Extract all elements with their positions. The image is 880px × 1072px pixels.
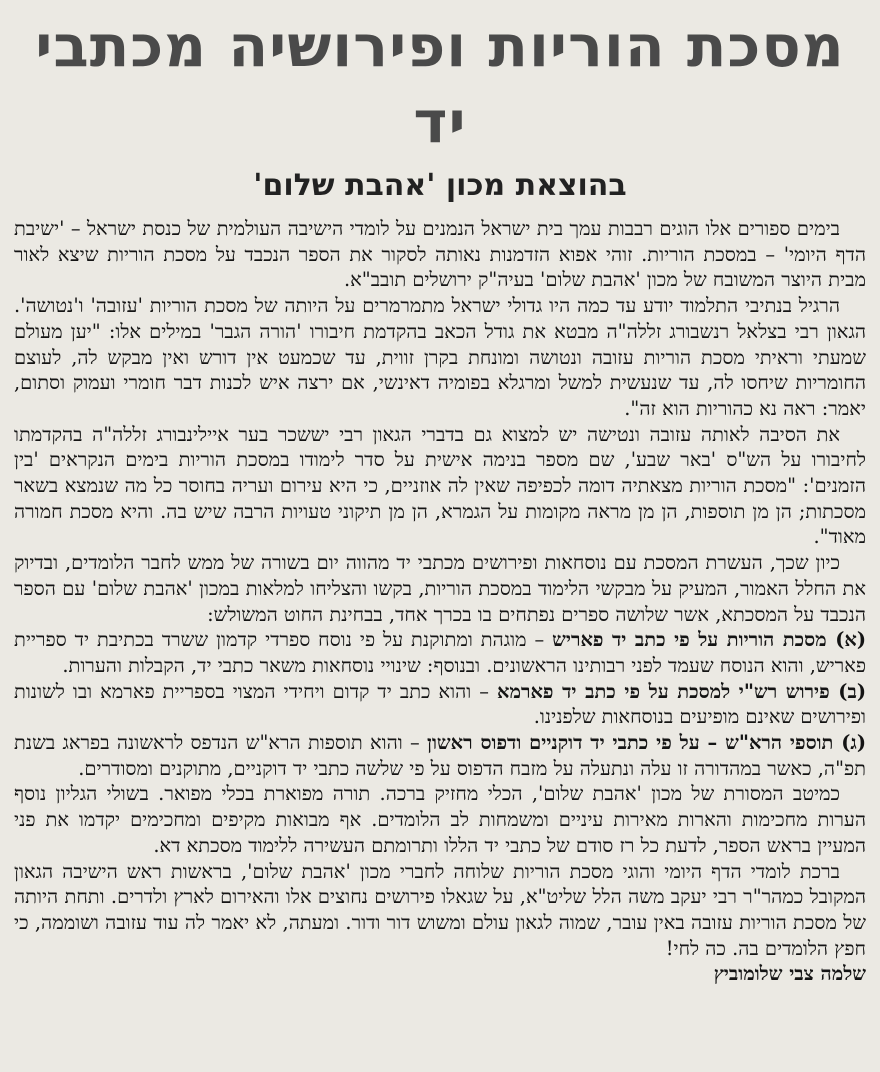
list-item-heading: (א) מסכת הוריות על פי כתב יד פאריש bbox=[552, 628, 866, 652]
list-item-heading: (ג) תוספי הרא"ש – על פי כתבי יד דוקניים ודפוס ראשון bbox=[427, 731, 866, 755]
article-body bbox=[14, 216, 866, 961]
paragraph: הרגיל בנתיבי התלמוד יודע עד כמה היו גדולי ישראל מתמרמרים על היותה של מסכת הוריות 'עזובה' ו'נטושה'. הגאון רבי בצלאל רנשבורג זללה"ה מבטא את גודל הכאב בהקדמת חיבורו 'הורה הגבר' במילים אלו: "יען מעולם שמעתי וראיתי מסכת הוריות עזובה ונטושה ומונחת בקרן זווית, עד שכמעט אין דורש ואין מבקש לה, לעוצם החומריות שיחסו לה, עד שנעשית למשל ומרגלא בפומיה דאינשי, אם ירצה איש לכנות דבר חומרי ועמוק וסתום, יאמר: ראה נא כהוריות הוא זה". bbox=[14, 294, 866, 420]
list-item bbox=[14, 627, 866, 678]
paragraph: בימים ספורים אלו הוגים רבבות עמך בית ישראל הנמנים על לומדי הישיבה העולמית של כנסת ישראל – 'ישיבת הדף היומי' – במסכת הוריות. זוהי אפוא הזדמנות נאותה לסקור את הספר הנכבד על מסכת הוריות שיצא לאור מבית היוצר המשובח של מכון 'אהבת שלום' בעיה"ק ירושלים תובב"א. bbox=[14, 217, 866, 292]
list-item bbox=[14, 730, 866, 781]
paragraph: כמיטב המסורת של מכון 'אהבת שלום', הכלי מחזיק ברכה. תורה מפוארת בכלי מפואר. בשולי הגליון נוסף הערות מחכימות והארות מאירות עיניים ומשמחות לב הלומדים. אף מבואות מקיפים ומחכימים יקדמו את פני המעיין בראש הספר, לדעת כל רז סודם של כתבי יד הללו ותרומתם העשירה ללימוד מסכתא דא. bbox=[14, 782, 866, 857]
paragraph: את הסיבה לאותה עזובה ונטישה יש למצוא גם בדברי הגאון רבי יששכר בער איילינבורג זללה"ה בהקדמתו לחיבורו על הש"ס 'באר שבע', שם מספר בנימה אישית על סדר לימודו במסכת הוריות בימים הנקראים 'בין הזמנים': "מסכת הוריות מצאתיה דומה לכפיפה שאין לה אוזניים, כי היא עירום ועריה בחוסר כל מה שנמצא בשאר מסכתות; הן מן תוספות, הן מן מראה מקומות על הגמרא, הן מן תיקוני טעויות הרבה שיש בה. והיא מסכת חמורה מאוד". bbox=[14, 422, 866, 549]
paragraph: ברכת לומדי הדף היומי והוגי מסכת הוריות שלוחה לחברי מכון 'אהבת שלום', בראשות ראש הישיבה הגאון המקובל כמהר"ר רבי יעקב משה הלל שליט"א, על שגאלו פירושים נחוצים אלו והאירום לארץ ולדרים. ותחת היותה של מסכת הוריות עזובה באין עובר, שמוה לגאון עולם ומשוש דור ודור. ומעתה, לא יאמר לה עוד עזובה ושוממה, כי חפץ הלומדים בה. כה לחי! bbox=[14, 859, 866, 960]
article-title: מסכת הוריות ופירושיה מכתבי יד bbox=[35, 12, 845, 156]
list-item bbox=[14, 679, 866, 730]
list-item-text: – מוגהת ומתוקנת על פי נוסח ספרדי קדמון ששרד בכתיבת יד ספריית פאריש, והוא הנוסח שעמד לפני רבותינו הראשונים. ובנוסף: שינויי נוסחאות משאר כתבי יד, הקבלות והערות. bbox=[14, 628, 866, 677]
list-item-text: – והוא כתב יד קדום ויחידי המצוי בספריית פארמא ובו לשונות ופירושים שאינם מופיעים בנוסחאות שלפנינו. bbox=[14, 679, 866, 729]
list-item-text: – והוא תוספות הרא"ש הנדפס לראשונה בפראג בשנת תפ"ה, כאשר במהדורה זו עלה ונתעלה על מזבח הדפוס על פי שלשה כתבי יד דוקניים, מתוקנים ומסודרים. bbox=[14, 731, 866, 780]
author-signature: שלמה צבי שלומוביץ bbox=[713, 962, 866, 986]
paragraph: כיון שכך, העשרת המסכת עם נוסחאות ופירושים מכתבי יד מהווה יום בשורה של ממש לחבר הלומדים, ובדיוק את החלל האמור, המעיק על מבקשי הלימוד במסכת הוריות, בקשו והצליחו למלאות במכון 'אהבת שלום' עם הספר הנכבד על המסכתא, אשר שלושה ספרים נפתחים בו בכרך אחד, בבחינת החוט המשולש: bbox=[14, 551, 866, 626]
list-item-heading: (ב) פירוש רש"י למסכת על פי כתב יד פארמא bbox=[497, 679, 866, 703]
article-subtitle: בהוצאת מכון 'אהבת שלום' bbox=[253, 168, 627, 203]
